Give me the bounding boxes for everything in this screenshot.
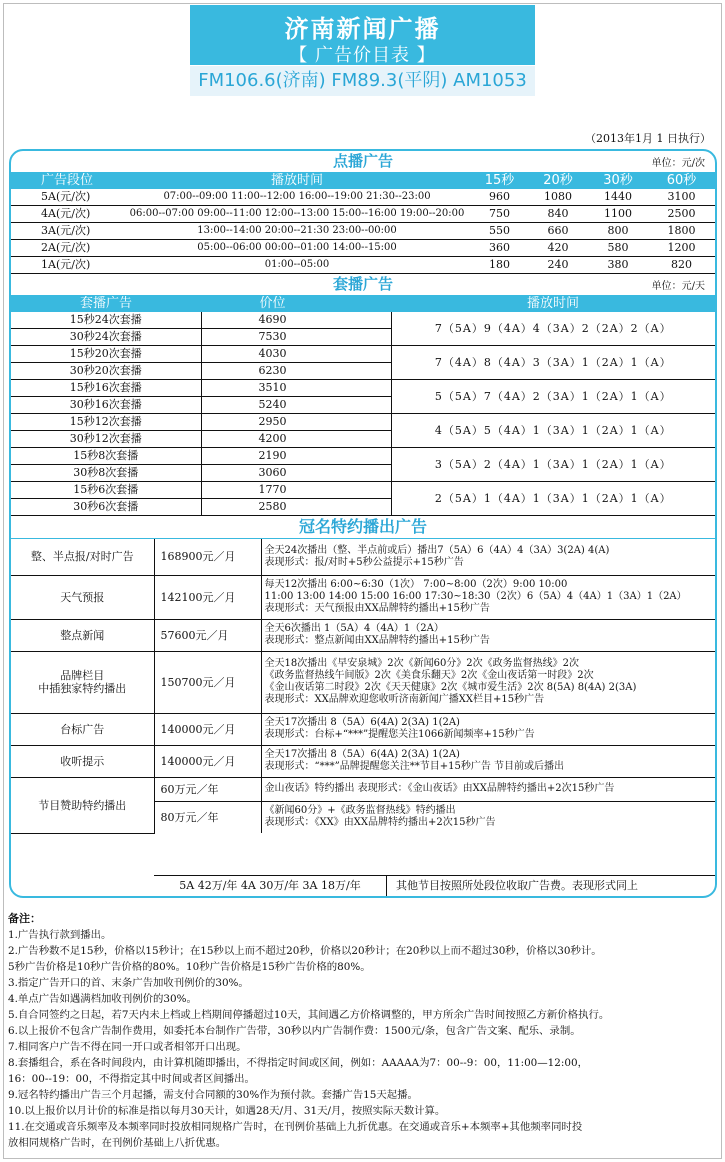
table-cell xyxy=(261,575,715,619)
package-ads-title-text: 套播广告 xyxy=(332,275,393,293)
header-cell: 广告段位 xyxy=(11,173,123,189)
table-row xyxy=(11,414,715,431)
table-cell: 2500 xyxy=(648,206,715,223)
table-cell: 3510 xyxy=(201,380,391,397)
table-cell: 收听提示 xyxy=(11,745,154,777)
table-cell: 整、半点报/对时广告 xyxy=(11,539,154,575)
table-cell: 3100 xyxy=(648,189,715,206)
sponsor-ads-table xyxy=(11,539,715,834)
table-cell: 4200 xyxy=(201,431,391,448)
table-cell: 800 xyxy=(588,223,648,240)
table-row xyxy=(11,482,715,499)
page-subtitle: 【 广告价目表 】 xyxy=(289,45,436,66)
schedule-cell: 7（5A）9（4A）4（3A）2（2A）2（A） xyxy=(391,312,715,346)
footer-levels: 5A 42万/年 4A 30万/年 3A 18万/年 xyxy=(154,876,387,896)
desc-line: 全天6次播出 1（5A）4（4A）1（2A） xyxy=(264,623,444,634)
header-cell: 播放时间 xyxy=(391,296,715,312)
effective-date: （2013年1月 1 日执行） xyxy=(585,132,711,145)
table-cell: 1100 xyxy=(588,206,648,223)
note-line: 16：00--19：00，不得指定其中时间或者区间播出。 xyxy=(8,1073,255,1085)
desc-line: 表现形式：“***”品牌提醒您关注**节目+15秒广告 节目前或后播出 xyxy=(264,761,565,772)
notes-section xyxy=(8,911,718,1151)
table-cell: 660 xyxy=(528,223,588,240)
sponsor-ads-title-text: 冠名特约播出广告 xyxy=(298,517,427,536)
table-cell: 60万元／年 xyxy=(154,777,261,801)
table-cell: 30秒6次套播 xyxy=(11,499,201,516)
note-line: 放相同规格广告时，在刊例价基础上八折优惠。 xyxy=(8,1137,227,1149)
table-cell: 15秒6次套播 xyxy=(11,482,201,499)
table-cell: 1A(元/次) xyxy=(11,257,123,274)
table-cell: 13:00--14:00 20:00--21:30 23:00--00:00 xyxy=(123,223,471,240)
table-cell: 台标广告 xyxy=(11,713,154,745)
note-line: 10.以上报价以月计价的标准是指以每月30天计，如遇28天/月、31天/月，按照实际天数计算。 xyxy=(8,1105,446,1117)
table-row xyxy=(11,312,715,329)
table-cell: 2A(元/次) xyxy=(11,240,123,257)
table-cell: 05:00--06:00 00:00--01:00 14:00--15:00 xyxy=(123,240,471,257)
table-cell: 30秒8次套播 xyxy=(11,465,201,482)
table-cell: 168900元／月 xyxy=(154,539,261,575)
note-line: 7.相同客户广告不得在同一开口或者相邻开口出现。 xyxy=(8,1041,247,1053)
table-cell: 150700元／月 xyxy=(154,651,261,713)
desc-line: 《政务监督热线午间版》2次《美食乐翻天》2次《金山夜话第一时段》2次 xyxy=(264,670,594,681)
table-cell xyxy=(261,619,715,651)
table-row xyxy=(11,575,715,619)
table-cell: 15秒24次套播 xyxy=(11,312,201,329)
table-row xyxy=(11,745,715,777)
table-row xyxy=(11,651,715,713)
table-row xyxy=(11,619,715,651)
table-cell: 960 xyxy=(471,189,528,206)
header-banner xyxy=(190,5,535,65)
table-row xyxy=(11,223,715,240)
table-cell: 天气预报 xyxy=(11,575,154,619)
note-line: 4.单点广告如遇满档加收刊例价的30%。 xyxy=(8,993,197,1005)
table-cell: 2580 xyxy=(201,499,391,516)
table-cell: 节目赞助特约播出 xyxy=(11,777,154,833)
program-sponsor-footer xyxy=(154,875,715,896)
table-cell: 2950 xyxy=(201,414,391,431)
table-cell: 1770 xyxy=(201,482,391,499)
spot-ads-title-text: 点播广告 xyxy=(332,152,393,170)
table-cell: 《新闻60分》+《政务监督热线》特约播出 表现形式：《XX》由XX品牌特约播出+2次15秒广告 xyxy=(264,805,496,829)
schedule-cell: 5（5A）7（4A）2（3A）1（2A）1（A） xyxy=(391,380,715,414)
table-row xyxy=(11,539,715,575)
table-cell: 140000元／月 xyxy=(154,745,261,777)
note-line: 11.在交通或音乐频率及本频率同时投放相同规格广告时，在刊例价基础上九折优惠。在交通或音乐+本频率+其他频率同时投 xyxy=(8,1121,583,1133)
header-cell: 60秒 xyxy=(648,173,715,189)
table-cell: 2190 xyxy=(201,448,391,465)
table-row xyxy=(11,448,715,465)
table-cell: 1080 xyxy=(528,189,588,206)
header-cell: 价位 xyxy=(201,296,391,312)
spot-ads-table xyxy=(11,173,715,274)
table-cell: 06:00--07:00 09:00--11:00 12:00--13:00 15:00--16:00 19:00--20:00 xyxy=(123,206,471,223)
table-cell: 7530 xyxy=(201,329,391,346)
table-cell: 142100元／月 xyxy=(154,575,261,619)
desc-line: 表现形式：天气预报由XX品牌特约播出+15秒广告 xyxy=(264,603,490,614)
sponsor-ads-title xyxy=(11,516,715,539)
spot-ads-unit: 单位：元/次 xyxy=(651,158,705,169)
desc-line: 全天24次播出（整、半点前或后）播出7（5A）6（4A）4（3A）3(2A) 4(A) xyxy=(264,544,610,556)
table-row xyxy=(11,206,715,223)
desc-line: 表现形式：台标+“***”提醒您关注1066新闻频率+15秒广告 xyxy=(264,729,535,740)
table-cell: 4A(元/次) xyxy=(11,206,123,223)
table-cell: 15秒16次套播 xyxy=(11,380,201,397)
table-cell: 品牌栏目 中插独家特约播出 xyxy=(11,651,154,713)
package-ads-title xyxy=(11,274,715,296)
table-cell: 15秒20次套播 xyxy=(11,346,201,363)
table-cell: 580 xyxy=(588,240,648,257)
header-cell: 20秒 xyxy=(528,173,588,189)
price-panel xyxy=(9,149,717,898)
table-cell xyxy=(261,651,715,713)
table-cell: 380 xyxy=(588,257,648,274)
table-cell: 4030 xyxy=(201,346,391,363)
table-cell: 30秒20次套播 xyxy=(11,363,201,380)
table-cell: 140000元／月 xyxy=(154,713,261,745)
note-line: 5秒广告价格是10秒广告价格的80%。10秒广告价格是15秒广告价格的80%。 xyxy=(8,961,371,973)
table-cell: 15秒12次套播 xyxy=(11,414,201,431)
table-cell: 30秒16次套播 xyxy=(11,397,201,414)
table-cell: 15秒8次套播 xyxy=(11,448,201,465)
table-cell: 01:00--05:00 xyxy=(123,257,471,274)
table-cell: 金山夜话》特约播出 表现形式：《金山夜话》由XX品牌特约播出+2次15秒广告 xyxy=(261,777,715,801)
table-row xyxy=(11,257,715,274)
header-cell: 30秒 xyxy=(588,173,648,189)
table-cell: 360 xyxy=(471,240,528,257)
table-cell xyxy=(261,539,715,575)
table-cell: 4690 xyxy=(201,312,391,329)
table-cell: 6230 xyxy=(201,363,391,380)
package-ads-header-row xyxy=(11,296,715,312)
table-cell: 整点新闻 xyxy=(11,619,154,651)
note-line: 8.套播组合，系在各时间段内，由计算机随即播出，不得指定时间或区间，例如：AAAAA为7：00--9：00，11:00—12:00， xyxy=(8,1057,589,1069)
schedule-cell: 4（5A）5（4A）1（3A）1（2A）1（A） xyxy=(391,414,715,448)
table-cell xyxy=(261,713,715,745)
desc-line: 表现形式：XX品牌欢迎您收听济南新闻广播XX栏目+15秒广告 xyxy=(264,694,545,705)
header-cell: 套播广告 xyxy=(11,296,201,312)
note-line: 1.广告执行款到播出。 xyxy=(8,929,112,941)
table-cell: 1800 xyxy=(648,223,715,240)
table-cell: 5A(元/次) xyxy=(11,189,123,206)
header-cell: 15秒 xyxy=(471,173,528,189)
table-cell: 750 xyxy=(471,206,528,223)
table-row xyxy=(11,189,715,206)
spot-ads-header-row xyxy=(11,173,715,189)
header-cell: 播放时间 xyxy=(123,173,471,189)
desc-line: 表现形式：整点新闻由XX品牌特约播出+15秒广告 xyxy=(264,635,490,646)
table-cell: 30秒12次套播 xyxy=(11,431,201,448)
table-row xyxy=(11,777,715,801)
notes-heading: 备注： xyxy=(8,912,41,925)
schedule-cell: 3（5A）2（4A）1（3A）1（2A）1（A） xyxy=(391,448,715,482)
frequency-bar: FM106.6(济南) FM89.3(平阴) AM1053 xyxy=(190,66,535,96)
desc-line: 每天12次播出 6:00~6:30（1次） 7:00~8:00（2次）9:00 10:00 xyxy=(264,579,568,590)
table-cell: 1200 xyxy=(648,240,715,257)
desc-line: 全天17次播出 8（5A）6(4A) 2(3A) 1(2A) xyxy=(264,717,460,728)
table-cell: 550 xyxy=(471,223,528,240)
table-row xyxy=(11,713,715,745)
page-title: 济南新闻广播 xyxy=(284,15,441,43)
table-row xyxy=(11,240,715,257)
table-cell: 240 xyxy=(528,257,588,274)
table-cell: 57600元／月 xyxy=(154,619,261,651)
table-row xyxy=(11,346,715,363)
schedule-cell: 7（4A）8（4A）3（3A）1（2A）1（A） xyxy=(391,346,715,380)
table-cell: 80万元／年 xyxy=(154,801,261,833)
table-cell: 420 xyxy=(528,240,588,257)
package-ads-table xyxy=(11,296,715,516)
table-cell: 3A(元/次) xyxy=(11,223,123,240)
table-cell: 1440 xyxy=(588,189,648,206)
table-cell: 840 xyxy=(528,206,588,223)
table-cell xyxy=(261,745,715,777)
note-line: 3.指定广告开口的首、末条广告加收刊例价的30%。 xyxy=(8,977,249,989)
spot-ads-title xyxy=(11,151,715,173)
desc-line: 全天18次播出《早安泉城》2次《新闻60分》2次《政务监督热线》2次 xyxy=(264,658,580,669)
package-ads-unit: 单位：元/天 xyxy=(651,281,705,292)
desc-line: 表现形式：报/对时+5秒公益提示+15秒广告 xyxy=(264,556,464,568)
note-line: 2.广告秒数不足15秒，价格以15秒计；在15秒以上而不超过20秒，价格以20秒计；在20秒以上而不超过30秒，价格以30秒计。 xyxy=(8,945,602,957)
table-cell: 180 xyxy=(471,257,528,274)
schedule-cell: 2（5A）1（4A）1（3A）1（2A）1（A） xyxy=(391,482,715,516)
desc-line: 11:00 13:00 14:00 15:00 16:00 17:30~18:30（2次）6（5A）4（4A）1（3A）1（2A） xyxy=(264,591,687,602)
note-line: 5.自合同签约之日起，若7天内未上档或上档期间停播超过10天，其间遇乙方价格调整的，甲方所余广告时间按照乙方新价格执行。 xyxy=(8,1009,610,1021)
footer-note: 其他节目按照所处段位收取广告费。表现形式同上 xyxy=(396,879,638,892)
note-line: 9.冠名特约播出广告三个月起播，需支付合同额的30%作为预付款。套播广告15天起播。 xyxy=(8,1089,418,1101)
desc-line: 全天17次播出 8（5A）6(4A) 2(3A) 1(2A) xyxy=(264,749,460,760)
table-cell: 3060 xyxy=(201,465,391,482)
table-cell: 820 xyxy=(648,257,715,274)
table-cell: 07:00--09:00 11:00--12:00 16:00--19:00 21:30--23:00 xyxy=(123,189,471,206)
table-row xyxy=(11,380,715,397)
table-cell: 30秒24次套播 xyxy=(11,329,201,346)
table-cell: 5240 xyxy=(201,397,391,414)
desc-line: 《金山夜话第二时段》2次《天天健康》2次《城市爱生活》2次 8(5A) 8(4A) 2(3A) xyxy=(264,682,637,693)
note-line: 6.以上报价不包含广告制作费用，如委托本台制作广告带，30秒以内广告制作费：1500元/条，包含广告文案、配乐、录制。 xyxy=(8,1025,581,1037)
